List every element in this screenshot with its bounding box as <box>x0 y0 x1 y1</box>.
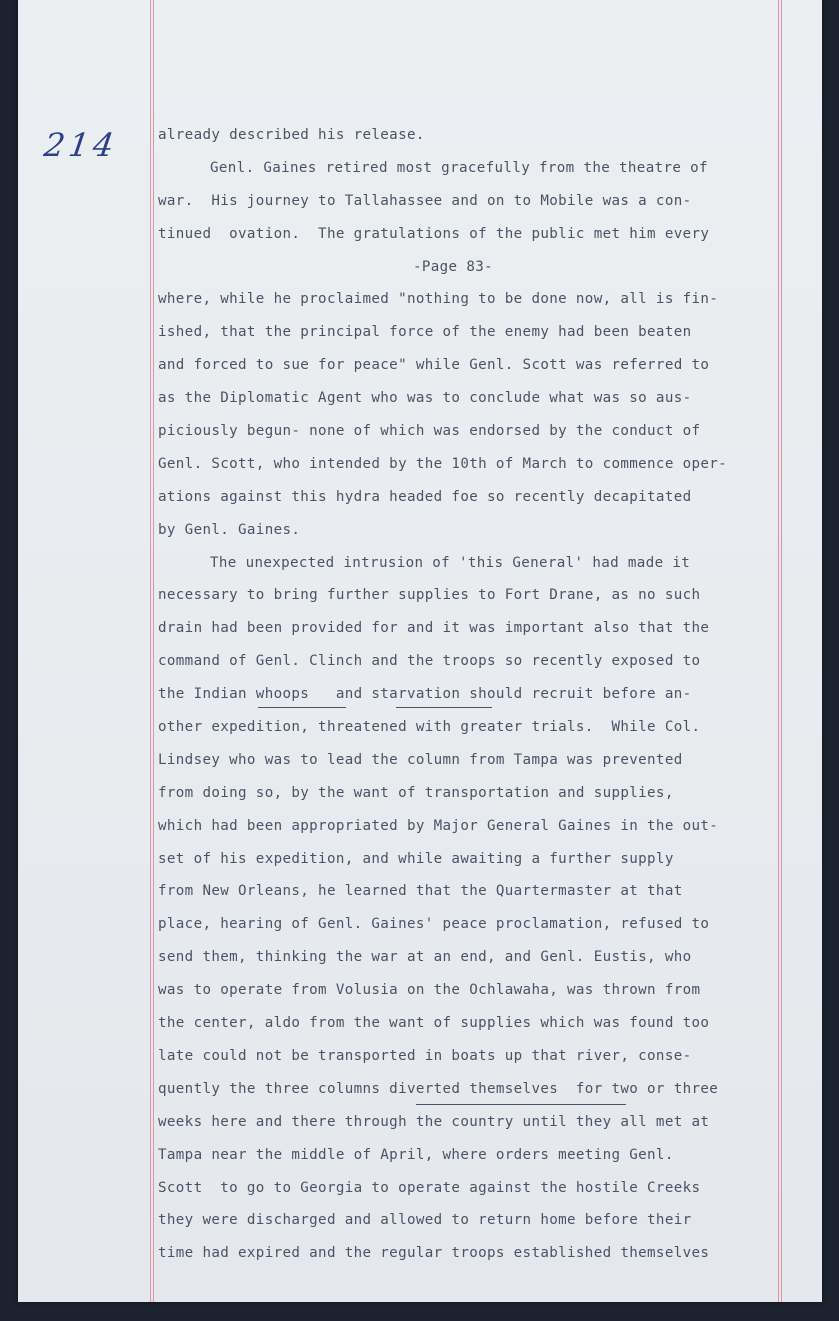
text-line: Scott to go to Georgia to operate against the hostile Creeks <box>158 1179 701 1196</box>
text-line: ations against this hydra headed foe so recently decapitated <box>158 488 692 505</box>
underline-diverted-themselves <box>416 1104 626 1105</box>
document-page <box>18 0 822 1302</box>
text-line: tinued ovation. The gratulations of the public met him every <box>158 225 710 242</box>
text-line: send them, thinking the war at an end, and Genl. Eustis, who <box>158 949 692 966</box>
text-line: quently the three columns diverted themselves for two or three <box>158 1080 719 1097</box>
text-line: from New Orleans, he learned that the Quartermaster at that <box>158 883 683 900</box>
text-line: Lindsey who was to lead the column from Tampa was prevented <box>158 751 683 768</box>
typed-text-body <box>158 119 808 1270</box>
text-line: place, hearing of Genl. Gaines' peace proclamation, refused to <box>158 916 710 933</box>
text-line: necessary to bring further supplies to Fort Drane, as no such <box>158 587 701 604</box>
text-line: other expedition, threatened with greater trials. While Col. <box>158 719 701 736</box>
left-margin-rule <box>150 0 151 1302</box>
text-line: they were discharged and allowed to return home before their <box>158 1212 692 1229</box>
text-line: late could not be transported in boats up that river, conse- <box>158 1047 692 1064</box>
page-number-marker: -Page 83- <box>412 258 494 275</box>
text-line: ished, that the principal force of the enemy had been beaten <box>158 324 692 341</box>
text-line: command of Genl. Clinch and the troops so recently exposed to <box>158 653 701 670</box>
underline-starvation <box>396 707 492 708</box>
text-line: Tampa near the middle of April, where orders meeting Genl. <box>158 1146 674 1163</box>
text-line: set of his expedition, and while awaiting a further supply <box>158 850 674 867</box>
text-line: time had expired and the regular troops established themselves <box>158 1245 710 1262</box>
text-line: drain had been provided for and it was important also that the <box>158 620 710 637</box>
text-line: where, while he proclaimed "nothing to be done now, all is fin- <box>158 291 719 308</box>
text-line: war. His journey to Tallahassee and on to Mobile was a con- <box>158 192 692 209</box>
text-line: already described his release. <box>158 127 425 143</box>
text-line: which had been appropriated by Major General Gaines in the out- <box>158 817 719 834</box>
text-line: Genl. Gaines retired most gracefully from the theatre of <box>210 159 708 176</box>
text-line: and forced to sue for peace" while Genl. Scott was referred to <box>158 357 710 374</box>
text-line: weeks here and there through the country until they all met at <box>158 1113 710 1130</box>
text-line: Genl. Scott, who intended by the 10th of March to commence oper- <box>158 455 728 472</box>
text-line: the Indian whoops and starvation should recruit before an- <box>158 686 692 703</box>
text-line: as the Diplomatic Agent who was to conclude what was so aus- <box>158 390 692 407</box>
text-line: the center, aldo from the want of supplies which was found too <box>158 1015 710 1032</box>
underline-whoops <box>258 707 346 708</box>
handwritten-folio-number: 214 <box>41 126 121 164</box>
text-line: by Genl. Gaines. <box>158 521 301 538</box>
text-line: was to operate from Volusia on the Ochlawaha, was thrown from <box>158 982 701 999</box>
left-margin-rule-inner <box>153 0 154 1302</box>
text-line: from doing so, by the want of transportation and supplies, <box>158 784 674 801</box>
text-line: piciously begun- none of which was endorsed by the conduct of <box>158 423 701 440</box>
text-line: The unexpected intrusion of 'this General' had made it <box>210 554 691 571</box>
